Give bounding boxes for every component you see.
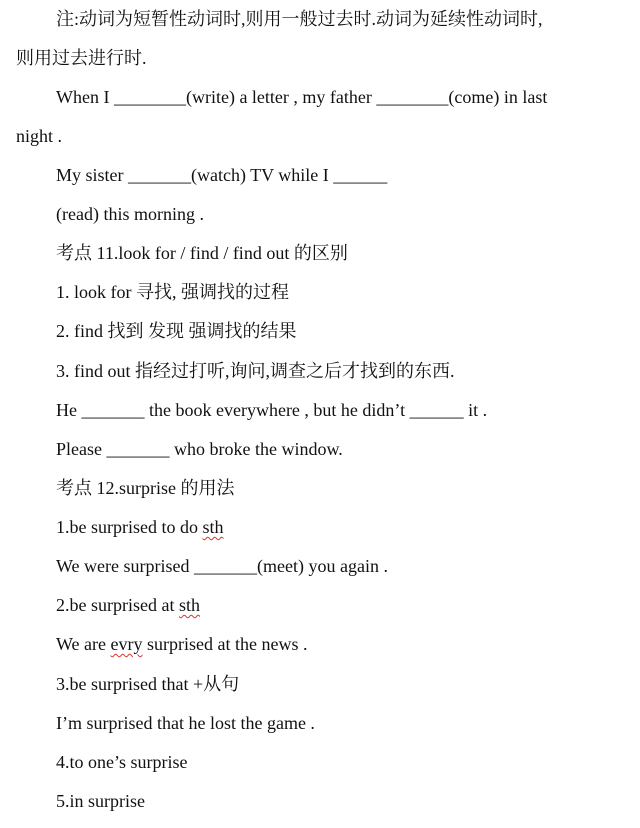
- point-12-example-3: I’m surprised that he lost the game .: [56, 713, 315, 733]
- point-12-item-2: [56, 594, 622, 616]
- exercise-2-line-2: (read) this morning .: [56, 204, 204, 224]
- note-line-1: 注:动词为短暂性动词时,则用一般过去时.动词为延续性动词时,: [56, 9, 543, 29]
- point-12-example-2-suffix: surprised at the news .: [142, 634, 308, 654]
- point-12-item-5: 5.in surprise: [56, 791, 145, 811]
- spellcheck-word-sth: sth: [202, 517, 224, 537]
- point-12-example-2: [56, 633, 622, 655]
- point-11-heading: 考点 11.look for / find / find out 的区别: [56, 243, 348, 263]
- point-11-item-3: 3. find out 指经过打听,询问,调查之后才找到的东西.: [56, 361, 455, 381]
- spellcheck-word-sth: sth: [178, 595, 200, 615]
- point-11-item-2: 2. find 找到 发现 强调找的结果: [56, 321, 297, 341]
- point-12-heading: 考点 12.surprise 的用法: [56, 478, 235, 498]
- point-12-example-1: We were surprised _______(meet) you again .: [56, 556, 388, 576]
- exercise-2-line-1: My sister _______(watch) TV while I ______: [56, 165, 388, 185]
- point-12-example-2-prefix: We are: [56, 634, 111, 654]
- point-12-item-1-text: 1.be surprised to do: [56, 517, 203, 537]
- exercise-1-line-1: When I ________(write) a letter , my father ________(come) in last: [56, 87, 548, 107]
- note-line-2: 则用过去进行时.: [16, 48, 147, 68]
- point-12-item-4: 4.to one’s surprise: [56, 752, 188, 772]
- point-12-item-2-text: 2.be surprised at: [56, 595, 179, 615]
- point-12-item-1: [56, 516, 622, 538]
- point-11-item-1: 1. look for 寻找, 强调找的过程: [56, 282, 289, 302]
- point-11-example-1: He _______ the book everywhere , but he didn’t ______ it .: [56, 400, 488, 420]
- point-11-example-2: Please _______ who broke the window.: [56, 439, 343, 459]
- point-12-item-3: 3.be surprised that +从句: [56, 674, 240, 694]
- spellcheck-word-evry: evry: [110, 634, 143, 654]
- exercise-1-line-2: night .: [16, 126, 63, 146]
